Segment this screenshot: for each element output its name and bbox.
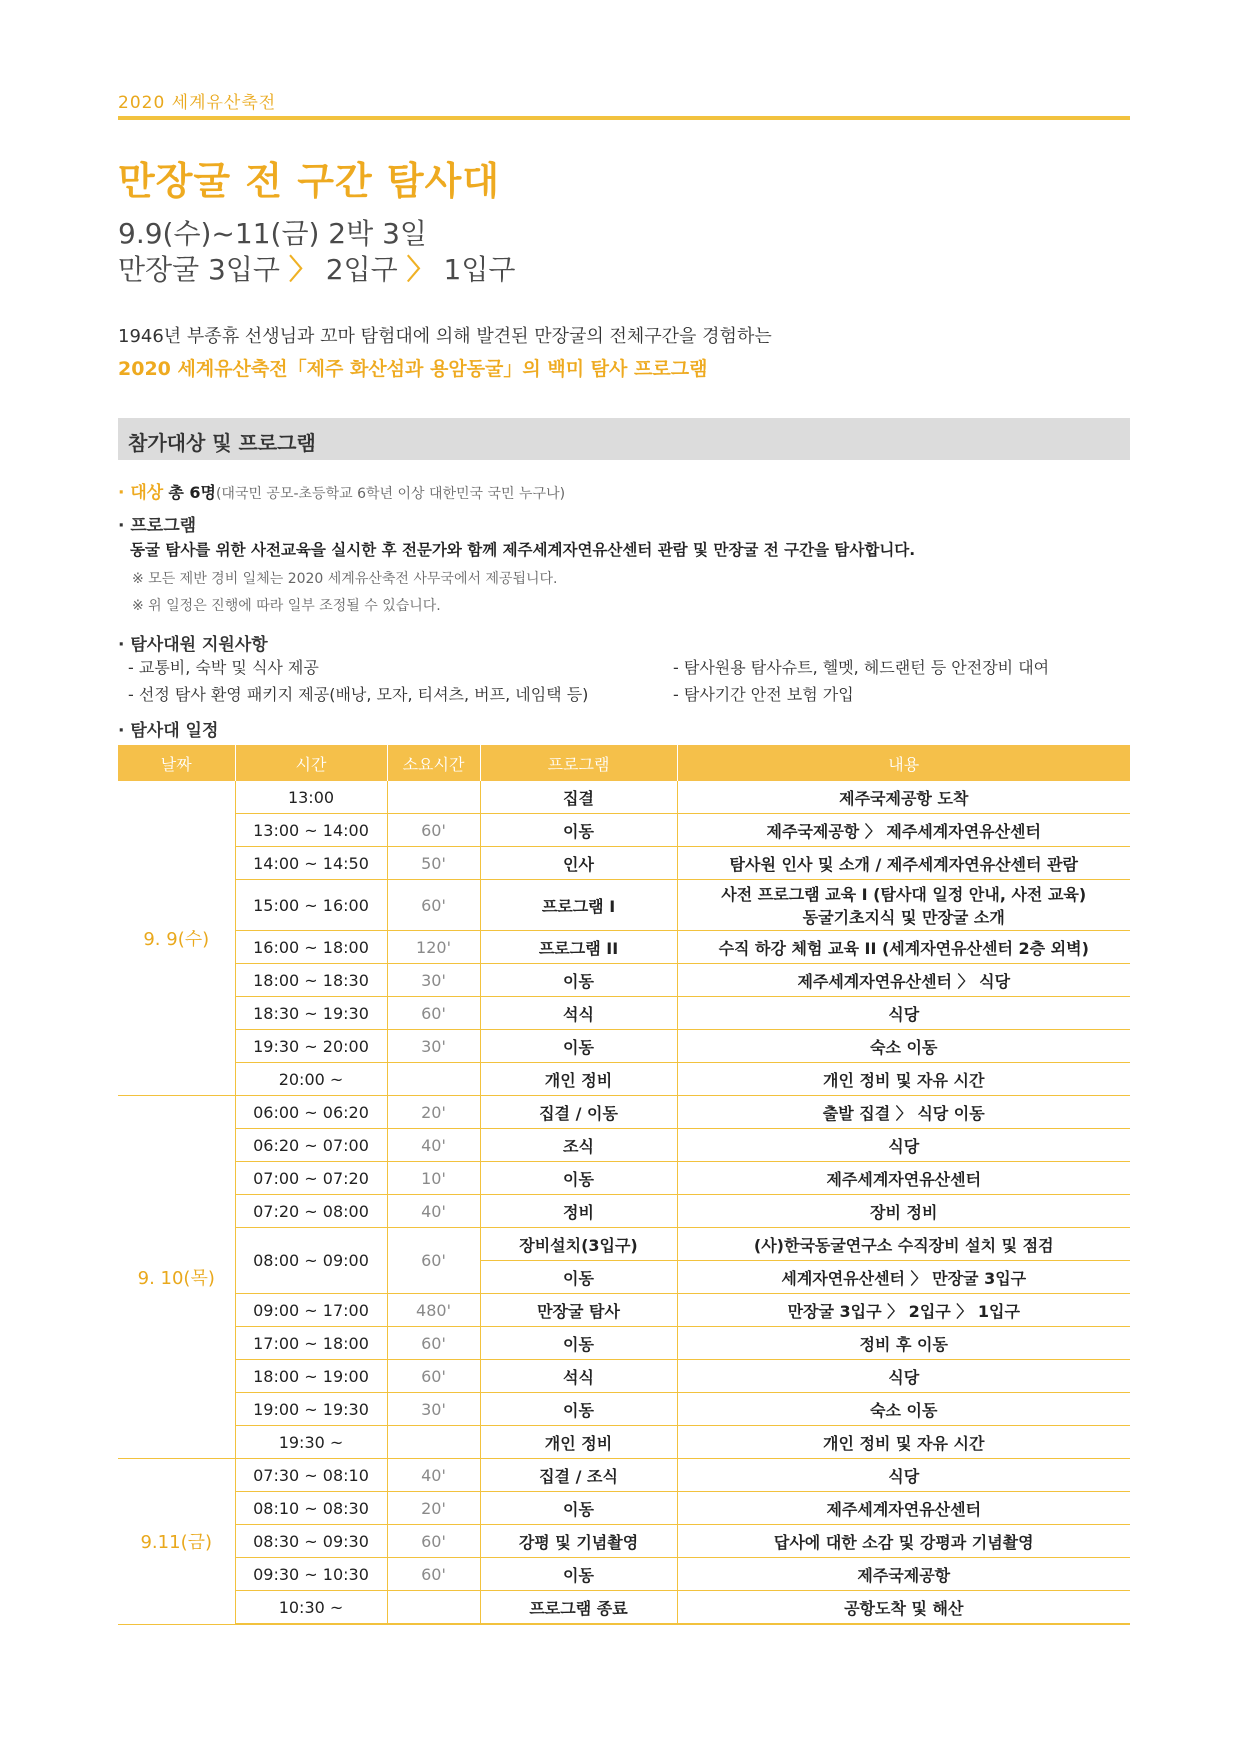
- schedule-content-line: 만장굴 3입구 〉 2입구 〉 1입구: [787, 1301, 1020, 1321]
- schedule-duration: [387, 781, 480, 814]
- schedule-program: 만장굴 탐사: [480, 1294, 677, 1327]
- table-row: [118, 1294, 1130, 1327]
- col-header-content: 내용: [677, 745, 1130, 781]
- schedule-content-line: 제주국제공항: [857, 1565, 951, 1585]
- support-label: · 탐사대원 지원사항: [118, 635, 268, 655]
- schedule-duration: 40': [387, 1459, 480, 1492]
- schedule-time: 16:00 ~ 18:00: [235, 931, 387, 964]
- schedule-content-line: 식당: [888, 1367, 920, 1387]
- col-header-program: 프로그램: [480, 745, 677, 781]
- schedule-content-line: 제주세계자연유산센터: [826, 1499, 982, 1519]
- schedule-program: 개인 정비: [480, 1426, 677, 1459]
- schedule-time: 07:30 ~ 08:10: [235, 1459, 387, 1492]
- schedule-content-line: 사전 프로그램 교육 I (탐사대 일정 안내, 사전 교육): [721, 885, 1087, 904]
- table-row: [118, 1228, 1130, 1261]
- table-row: [118, 880, 1130, 931]
- schedule-content-line: 탐사원 인사 및 소개 / 제주세계자연유산센터 관람: [729, 854, 1078, 874]
- schedule-content: [677, 1558, 1130, 1591]
- schedule-content-line: 제주국제공항 도착: [839, 788, 969, 808]
- schedule-time: 17:00 ~ 18:00: [235, 1327, 387, 1360]
- program-label: · 프로그램: [118, 516, 197, 536]
- schedule-program: 이동: [480, 964, 677, 997]
- schedule-content-line: (사)한국동굴연구소 수직장비 설치 및 점검: [753, 1235, 1054, 1255]
- schedule-time: 18:00 ~ 19:00: [235, 1360, 387, 1393]
- schedule-content: [677, 1228, 1130, 1261]
- schedule-duration: 480': [387, 1294, 480, 1327]
- target-count: 총 6명: [168, 483, 216, 502]
- schedule-duration: 60': [387, 1228, 480, 1294]
- schedule-content: [677, 1129, 1130, 1162]
- schedule-content: [677, 880, 1130, 931]
- schedule-time: 08:00 ~ 09:00: [235, 1228, 387, 1294]
- schedule-program: 이동: [480, 1261, 677, 1294]
- schedule-program: 강평 및 기념촬영: [480, 1525, 677, 1558]
- schedule-body: [118, 781, 1130, 1624]
- schedule-duration: [387, 1426, 480, 1459]
- schedule-time: 07:20 ~ 08:00: [235, 1195, 387, 1228]
- table-row: [118, 1030, 1130, 1063]
- schedule-content: [677, 1096, 1130, 1129]
- col-header-time: 시간: [235, 745, 387, 781]
- table-row: [118, 1327, 1130, 1360]
- schedule-content: [677, 1525, 1130, 1558]
- event-dates: 9.9(수)~11(금) 2박 3일: [118, 217, 427, 250]
- schedule-program: 이동: [480, 1558, 677, 1591]
- schedule-content-line: 식당: [888, 1466, 920, 1486]
- schedule-time: 08:30 ~ 09:30: [235, 1525, 387, 1558]
- intro-line-1: 1946년 부종휴 선생님과 꼬마 탐험대에 의해 발견된 만장굴의 전체구간을 경험하는: [118, 326, 772, 347]
- schedule-duration: [387, 1591, 480, 1625]
- table-row: [118, 1525, 1130, 1558]
- schedule-content-line: 식당: [888, 1004, 920, 1024]
- table-row: [118, 1492, 1130, 1525]
- schedule-content-line: 숙소 이동: [870, 1400, 938, 1420]
- table-row: [118, 1459, 1130, 1492]
- schedule-content: [677, 847, 1130, 880]
- schedule-duration: 30': [387, 964, 480, 997]
- section-title: 참가대상 및 프로그램: [128, 431, 316, 455]
- schedule-program: 집결: [480, 781, 677, 814]
- schedule-content-line: 제주국제공항 〉 제주세계자연유산센터: [766, 821, 1041, 841]
- table-row: [118, 1591, 1130, 1625]
- schedule-duration: [387, 1063, 480, 1096]
- schedule-duration: 60': [387, 1360, 480, 1393]
- schedule-duration: 20': [387, 1096, 480, 1129]
- header-rule: [118, 116, 1130, 120]
- target-note: (대국민 공모-초등학교 6학년 이상 대한민국 국민 누구나): [215, 486, 566, 502]
- schedule-content-line: 제주세계자연유산센터 〉 식당: [797, 971, 1011, 991]
- program-desc: 동굴 탐사를 위한 사전교육을 실시한 후 전문가와 함께 제주세계자연유산센터 관람 및 만장굴 전 구간을 탐사합니다.: [130, 541, 916, 559]
- schedule-duration: 60': [387, 814, 480, 847]
- schedule-program: 인사: [480, 847, 677, 880]
- table-row: [118, 781, 1130, 814]
- schedule-content: [677, 1459, 1130, 1492]
- program-note-1: ※ 모든 제반 경비 일체는 2020 세계유산축전 사무국에서 제공됩니다.: [132, 571, 558, 587]
- schedule-duration: 50': [387, 847, 480, 880]
- schedule-content-line: 정비 후 이동: [859, 1334, 948, 1354]
- schedule-content: [677, 1492, 1130, 1525]
- table-row: [118, 931, 1130, 964]
- intro-line-2: 2020 세계유산축전「제주 화산섬과 용암동굴」의 백미 탐사 프로그램: [118, 358, 708, 380]
- route-mid: 2입구: [325, 253, 398, 286]
- schedule-program: 장비설치(3입구): [480, 1228, 677, 1261]
- target-line: [118, 478, 565, 503]
- program-note-2: ※ 위 일정은 진행에 따라 일부 조정될 수 있습니다.: [132, 598, 441, 614]
- col-header-date: 날짜: [118, 745, 235, 781]
- schedule-duration: 60': [387, 1525, 480, 1558]
- schedule-content: [677, 1162, 1130, 1195]
- schedule-content: [677, 1591, 1130, 1625]
- schedule-program: 이동: [480, 1393, 677, 1426]
- schedule-content-line: 개인 정비 및 자유 시간: [823, 1433, 985, 1453]
- schedule-table: [118, 745, 1130, 1625]
- table-row: [118, 1129, 1130, 1162]
- schedule-content: [677, 1327, 1130, 1360]
- table-row: [118, 814, 1130, 847]
- schedule-content-line: 수직 하강 체험 교육 II (세계자연유산센터 2층 외벽): [718, 938, 1089, 958]
- schedule-time: 19:00 ~ 19:30: [235, 1393, 387, 1426]
- schedule-program: 석식: [480, 997, 677, 1030]
- route-end: 1입구: [443, 253, 516, 286]
- schedule-time: 07:00 ~ 07:20: [235, 1162, 387, 1195]
- schedule-content: [677, 1030, 1130, 1063]
- table-row: [118, 1426, 1130, 1459]
- schedule-date: 9.11(금): [118, 1459, 235, 1625]
- target-label: · 대상: [118, 483, 164, 503]
- schedule-program: 프로그램 II: [480, 931, 677, 964]
- schedule-program: 집결 / 조식: [480, 1459, 677, 1492]
- schedule-content: [677, 931, 1130, 964]
- schedule-duration: 20': [387, 1492, 480, 1525]
- route-chevron-icon: 〉: [288, 253, 317, 286]
- schedule-program: 이동: [480, 1492, 677, 1525]
- table-header-row: [118, 745, 1130, 781]
- schedule-duration: 30': [387, 1030, 480, 1063]
- schedule-time: 06:00 ~ 06:20: [235, 1096, 387, 1129]
- series-label: 2020 세계유산축전: [118, 93, 277, 113]
- schedule-time: 20:00 ~: [235, 1063, 387, 1096]
- schedule-duration: 40': [387, 1129, 480, 1162]
- schedule-content: [677, 1360, 1130, 1393]
- table-row: [118, 1162, 1130, 1195]
- schedule-time: 09:30 ~ 10:30: [235, 1558, 387, 1591]
- schedule-time: 13:00 ~ 14:00: [235, 814, 387, 847]
- schedule-program: 이동: [480, 1162, 677, 1195]
- schedule-program: 프로그램 I: [480, 880, 677, 931]
- table-row: [118, 1063, 1130, 1096]
- route-chevron-icon: 〉: [406, 253, 435, 286]
- schedule-time: 19:30 ~ 20:00: [235, 1030, 387, 1063]
- support-item: - 교통비, 숙박 및 식사 제공: [128, 658, 319, 677]
- schedule-content-line: 장비 정비: [870, 1202, 938, 1222]
- schedule-program: 이동: [480, 1030, 677, 1063]
- schedule-content: [677, 964, 1130, 997]
- support-item: - 선정 탐사 환영 패키지 제공(배낭, 모자, 티셔츠, 버프, 네임택 등): [128, 685, 589, 704]
- table-row: [118, 847, 1130, 880]
- schedule-time: 08:10 ~ 08:30: [235, 1492, 387, 1525]
- schedule-duration: 30': [387, 1393, 480, 1426]
- schedule-content: [677, 1294, 1130, 1327]
- schedule-program: 조식: [480, 1129, 677, 1162]
- schedule-date: 9. 10(목): [118, 1096, 235, 1459]
- schedule-content: [677, 814, 1130, 847]
- table-row: [118, 1558, 1130, 1591]
- schedule-time: 09:00 ~ 17:00: [235, 1294, 387, 1327]
- schedule-content-line: 출발 집결 〉 식당 이동: [822, 1103, 985, 1123]
- schedule-label: · 탐사대 일정: [118, 721, 219, 741]
- schedule-content-line: 개인 정비 및 자유 시간: [823, 1070, 985, 1090]
- schedule-content-line: 식당: [888, 1136, 920, 1156]
- schedule-program: 이동: [480, 814, 677, 847]
- page-title: 만장굴 전 구간 탐사대: [118, 159, 501, 203]
- table-row: [118, 997, 1130, 1030]
- table-row: [118, 1360, 1130, 1393]
- schedule-content: [677, 1426, 1130, 1459]
- schedule-content: [677, 1063, 1130, 1096]
- schedule-content-line: 제주세계자연유산센터: [826, 1169, 982, 1189]
- table-row: [118, 964, 1130, 997]
- route-start: 만장굴 3입구: [118, 253, 280, 286]
- schedule-time: 13:00: [235, 781, 387, 814]
- schedule-program: 정비: [480, 1195, 677, 1228]
- route: [118, 248, 515, 288]
- schedule-duration: 60': [387, 997, 480, 1030]
- schedule-content: [677, 1195, 1130, 1228]
- support-item: - 탐사원용 탐사슈트, 헬멧, 헤드랜턴 등 안전장비 대여: [673, 658, 1050, 677]
- schedule-duration: 10': [387, 1162, 480, 1195]
- schedule-duration: 60': [387, 1327, 480, 1360]
- schedule-content: [677, 1393, 1130, 1426]
- schedule-duration: 120': [387, 931, 480, 964]
- schedule-time: 06:20 ~ 07:00: [235, 1129, 387, 1162]
- schedule-program: 이동: [480, 1327, 677, 1360]
- schedule-time: 15:00 ~ 16:00: [235, 880, 387, 931]
- schedule-duration: 60': [387, 1558, 480, 1591]
- schedule-duration: 40': [387, 1195, 480, 1228]
- schedule-content: [677, 997, 1130, 1030]
- schedule-time: 18:30 ~ 19:30: [235, 997, 387, 1030]
- table-row: [118, 1096, 1130, 1129]
- schedule-program: 개인 정비: [480, 1063, 677, 1096]
- col-header-duration: 소요시간: [387, 745, 480, 781]
- schedule-content: [677, 781, 1130, 814]
- schedule-program: 석식: [480, 1360, 677, 1393]
- schedule-time: 14:00 ~ 14:50: [235, 847, 387, 880]
- section-header: [118, 418, 1130, 460]
- schedule-time: 18:00 ~ 18:30: [235, 964, 387, 997]
- schedule-program: 프로그램 종료: [480, 1591, 677, 1625]
- schedule-program: 집결 / 이동: [480, 1096, 677, 1129]
- table-row: [118, 1393, 1130, 1426]
- schedule-time: 10:30 ~: [235, 1591, 387, 1625]
- schedule-content-line: 숙소 이동: [870, 1037, 938, 1057]
- support-item: - 탐사기간 안전 보험 가입: [673, 685, 854, 704]
- schedule-content-line: 공항도착 및 해산: [844, 1598, 964, 1618]
- schedule-content-line: 답사에 대한 소감 및 강평과 기념촬영: [773, 1532, 1034, 1552]
- schedule-content: 세계자연유산센터 〉 만장굴 3입구: [677, 1261, 1130, 1294]
- schedule-content-line: 동굴기초지식 및 만장굴 소개: [802, 908, 1005, 927]
- schedule-time: 19:30 ~: [235, 1426, 387, 1459]
- schedule-duration: 60': [387, 880, 480, 931]
- schedule-date: 9. 9(수): [118, 781, 235, 1096]
- table-row: [118, 1195, 1130, 1228]
